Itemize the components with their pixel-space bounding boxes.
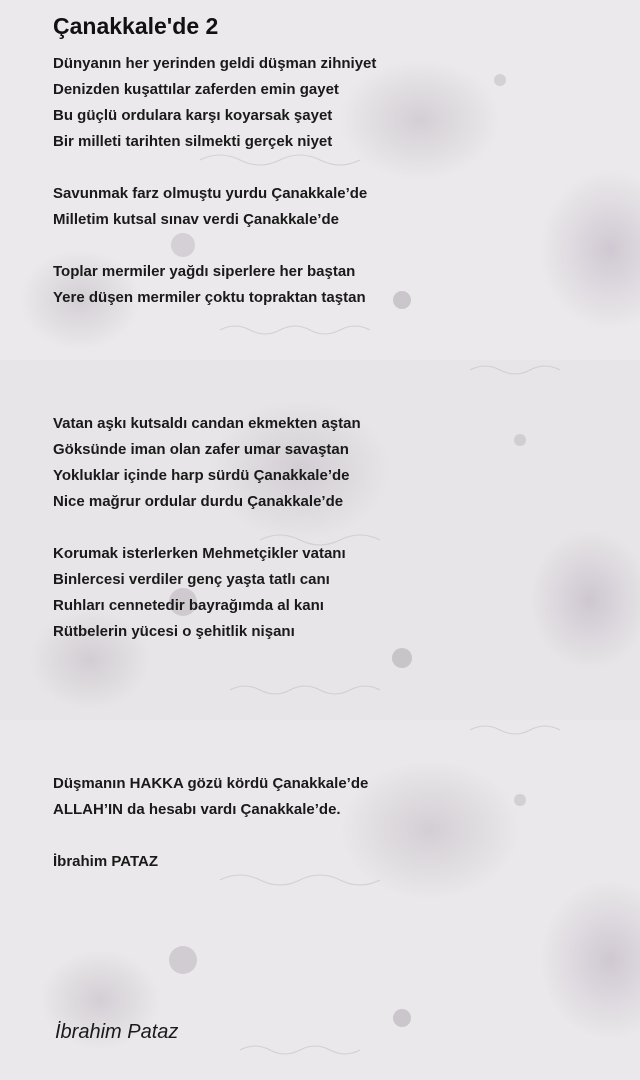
poem-line: Göksünde iman olan zafer umar savaştan	[53, 441, 349, 458]
poem-line: Korumak isterlerken Mehmetçikler vatanı	[53, 545, 346, 562]
poem-author-line: İbrahim PATAZ	[53, 853, 158, 870]
poem-line: Düşmanın HAKKA gözü kördü Çanakkale’de	[53, 775, 369, 792]
poem-line: Yere düşen mermiler çoktu topraktan taştan	[53, 289, 366, 306]
poem-line: Savunmak farz olmuştu yurdu Çanakkale’de	[53, 185, 368, 202]
poem-line: Yokluklar içinde harp sürdü Çanakkale’de	[53, 467, 350, 484]
poem-line: Dünyanın her yerinden geldi düşman zihniyet	[53, 55, 377, 72]
poem-title: Çanakkale'de 2	[53, 13, 219, 39]
poem-line: Vatan aşkı kutsaldı candan ekmekten aştan	[53, 415, 361, 432]
poem-line: Bu güçlü ordulara karşı koyarsak şayet	[53, 107, 333, 124]
poem-line: ALLAH’IN da hesabı vardı Çanakkale’de.	[53, 801, 341, 818]
poem-line: Binlercesi verdiler genç yaşta tatlı canı	[53, 571, 330, 588]
poem-line: Bir milleti tarihten silmekti gerçek niyet	[53, 133, 333, 150]
author-signature: İbrahim Pataz	[55, 1021, 179, 1043]
poem-line: Denizden kuşattılar zaferden emin gayet	[53, 81, 339, 98]
poem-line: Rütbelerin yücesi o şehitlik nişanı	[53, 623, 295, 640]
poem-line: Milletim kutsal sınav verdi Çanakkale’de	[53, 211, 339, 228]
poem-line: Toplar mermiler yağdı siperlere her baştan	[53, 263, 356, 280]
poem-line: Nice mağrur ordular durdu Çanakkale’de	[53, 493, 344, 510]
poem-line: Ruhları cennetedir bayrağımda al kanı	[53, 597, 324, 614]
